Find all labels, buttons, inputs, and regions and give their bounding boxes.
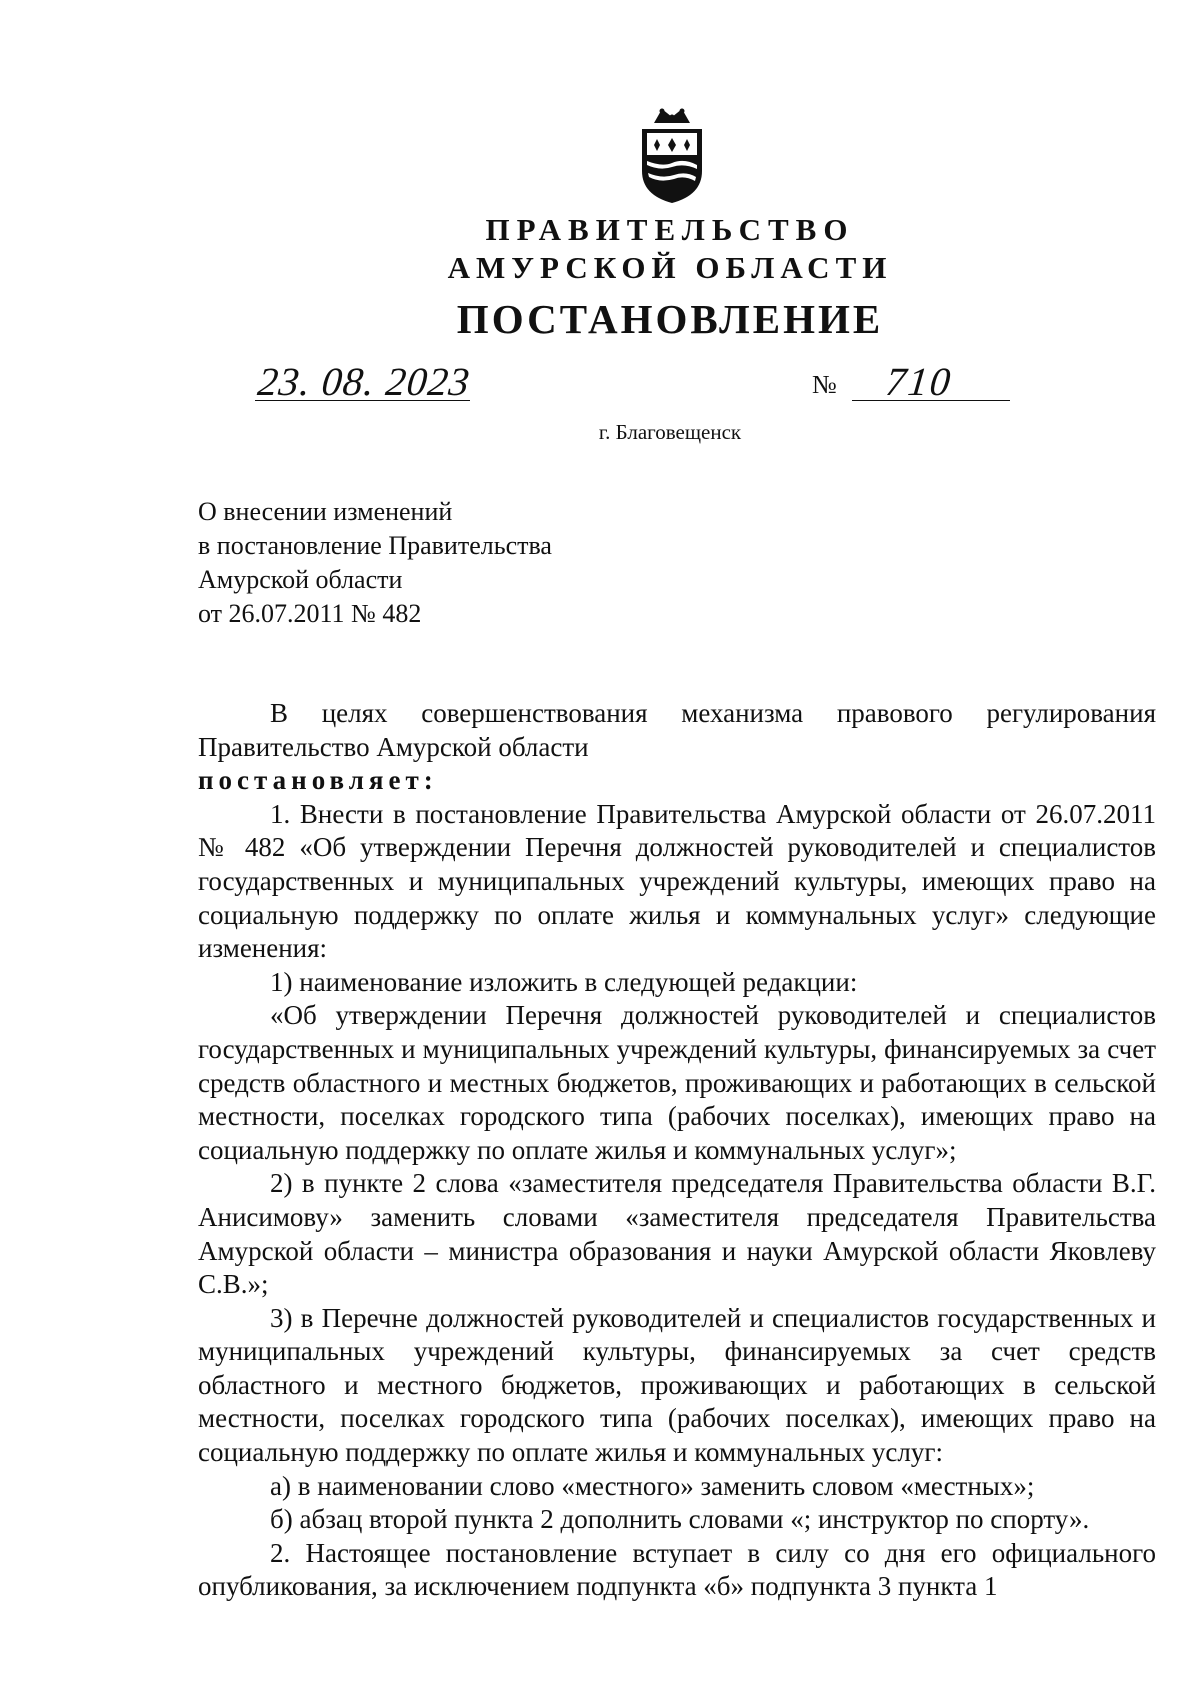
subject-line: в постановление Правительства bbox=[198, 531, 552, 560]
number-sign: № bbox=[812, 370, 837, 399]
government-title-line1: ПРАВИТЕЛЬСТВО bbox=[485, 212, 855, 247]
city: г. Благовещенск bbox=[598, 420, 742, 444]
paragraph-2: 2. Настоящее постановление вступает в силу со дня его официального опубликования, за исключением подпункта «б» подпункта 3 пункта 1 bbox=[198, 1537, 1156, 1602]
preamble: В целях совершенствования механизма правового регулирования Правительство Амурской области bbox=[198, 698, 1156, 762]
paragraph-1-item-1-quote: «Об утверждении Перечня должностей руководителей и специалистов государственных и муниципальных учреждений культуры, финансируемых за счет средств областного и местных бюджетов, проживающих и работающих в сельской местности, поселках городского типа (рабочих поселках), имеющих право на социальную поддержку по оплате жилья и коммунальных услуг»; bbox=[198, 1000, 1156, 1165]
document-body bbox=[198, 697, 1156, 1604]
paragraph-1-item-2: 2) в пункте 2 слова «заместителя председателя Правительства области В.Г. Анисимову» заменить словами «заместителя председателя Правительства Амурской области – министра образования и науки Амурской области Яковлеву С.В.»; bbox=[198, 1168, 1156, 1300]
coat-of-arms-icon bbox=[632, 105, 712, 205]
date-underline bbox=[255, 400, 470, 401]
paragraph-1-item-3-b: б) абзац второй пункта 2 дополнить словами «; инструктор по спорту». bbox=[270, 1504, 1090, 1535]
paragraph-1-item-3-a: а) в наименовании слово «местного» заменить словом «местных»; bbox=[270, 1470, 1035, 1501]
paragraph-1-item-1: 1) наименование изложить в следующей редакции: bbox=[270, 966, 858, 997]
paragraph-1: 1. Внести в постановление Правительства Амурской области от 26.07.2011 № 482 «Об утверждении Перечня должностей руководителей и специалистов государственных и муниципальных учреждений культуры, имеющих право на социальную поддержку по оплате жилья и коммунальных услуг» следующие изменения: bbox=[198, 798, 1156, 964]
document-type: ПОСТАНОВЛЕНИЕ bbox=[456, 296, 884, 342]
decrees-word: постановляет: bbox=[198, 765, 438, 796]
subject-line: О внесении изменений bbox=[198, 497, 453, 526]
subject-line: от 26.07.2011 № 482 bbox=[198, 599, 422, 628]
paragraph-1-item-3: 3) в Перечне должностей руководителей и специалистов государственных и муниципальных учреждений культуры, финансируемых за счет средств областного и местного бюджетов, проживающих и работающих в сельской местности, поселках городского типа (рабочих поселках), имеющих право на социальную поддержку по оплате жилья и коммунальных услуг: bbox=[198, 1302, 1156, 1468]
document-subject bbox=[198, 495, 552, 631]
subject-line: Амурской области bbox=[198, 565, 403, 594]
handwritten-number: 710 bbox=[883, 359, 955, 404]
handwritten-date: 23. 08. 2023 bbox=[255, 359, 473, 404]
government-title-line2: АМУРСКОЙ ОБЛАСТИ bbox=[447, 250, 893, 285]
number-underline bbox=[852, 400, 1010, 401]
